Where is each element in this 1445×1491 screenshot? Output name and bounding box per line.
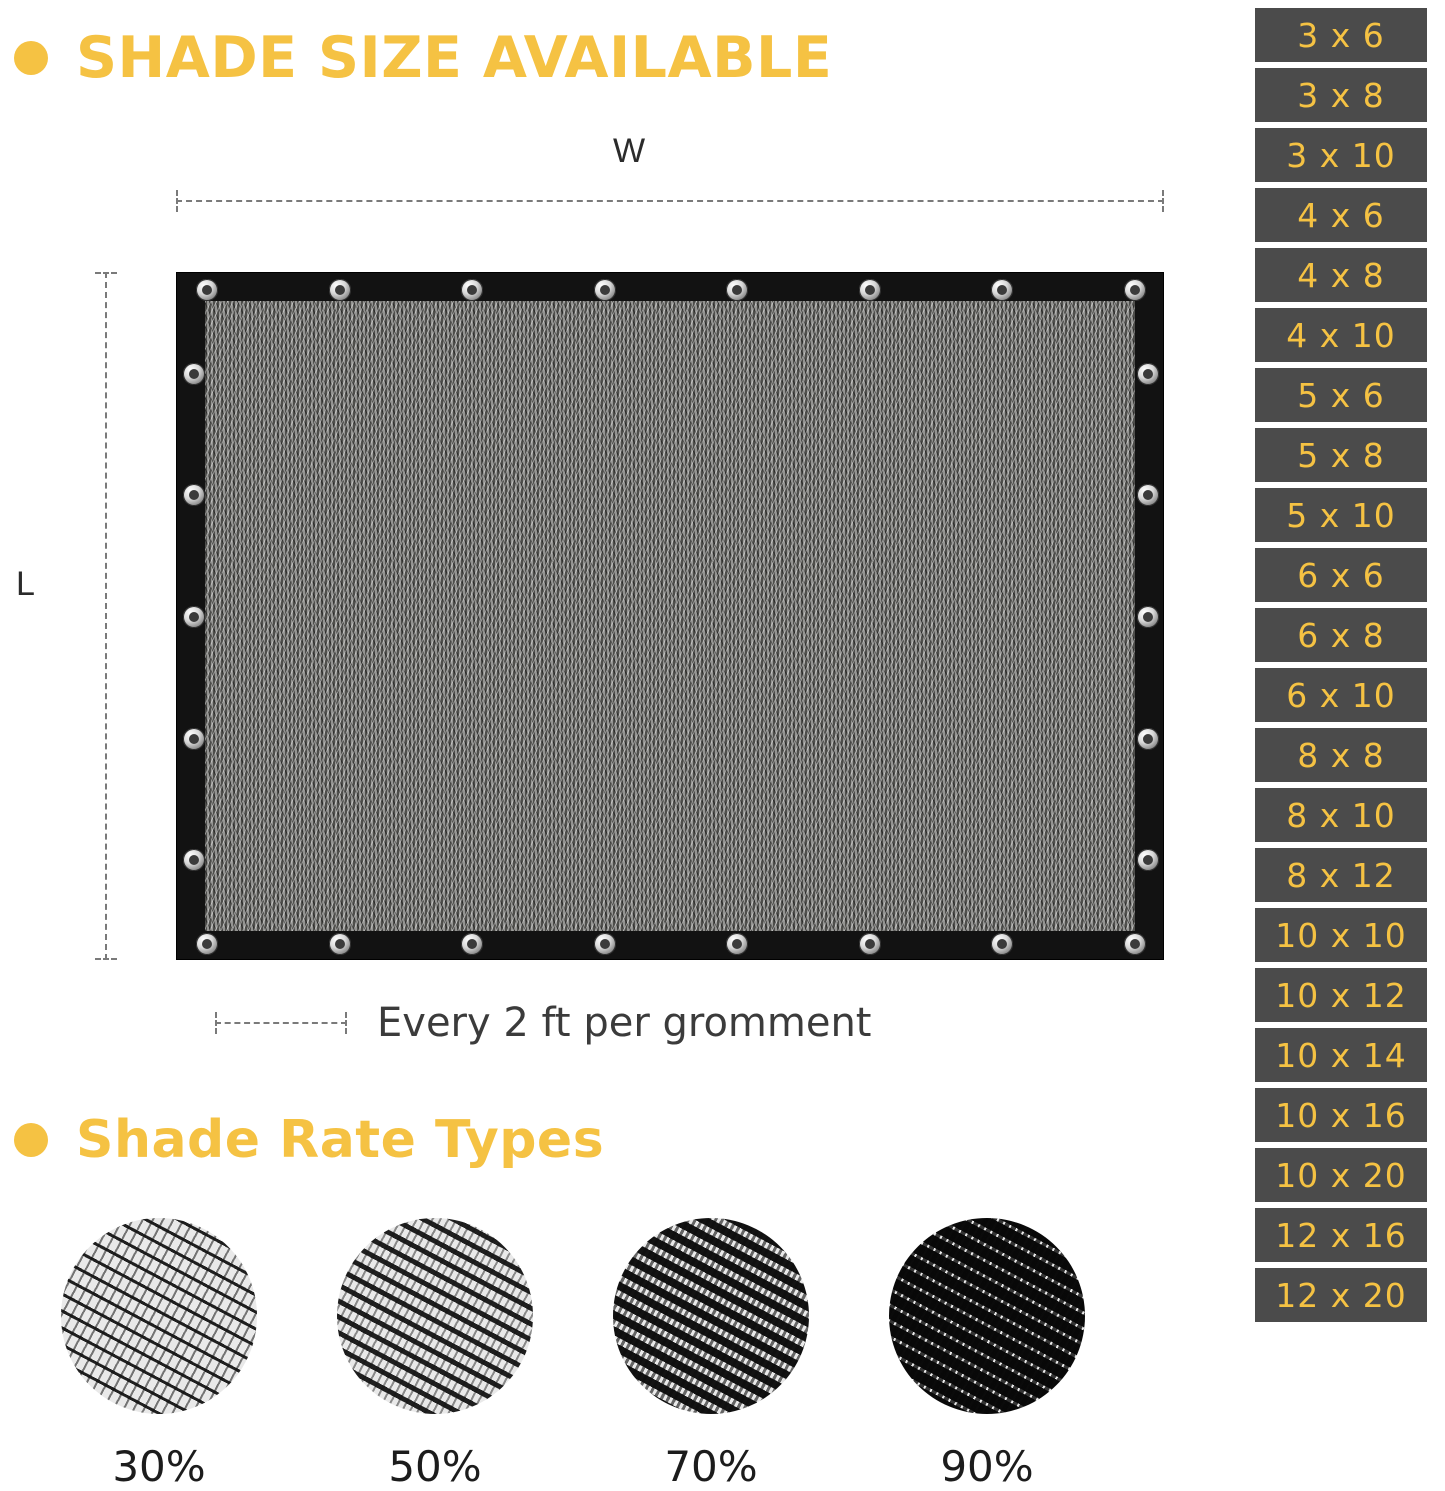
shade-rate-item <box>336 1218 534 1491</box>
grommet-icon <box>183 728 205 750</box>
shade-rate-label: 70% <box>664 1442 758 1491</box>
grommet-icon <box>461 933 483 955</box>
grommet-icon <box>991 933 1013 955</box>
grommet-spacing-dimension <box>215 1012 347 1034</box>
shade-size-heading <box>14 25 833 91</box>
grommet-icon <box>196 933 218 955</box>
size-chip[interactable]: 12 x 16 <box>1255 1208 1427 1262</box>
mesh-50-icon <box>337 1218 533 1414</box>
width-dimension-line <box>176 190 1164 212</box>
grommet-icon <box>1124 279 1146 301</box>
shade-rate-item <box>888 1218 1086 1491</box>
size-chip[interactable]: 10 x 16 <box>1255 1088 1427 1142</box>
grommet-icon <box>594 933 616 955</box>
size-list <box>1255 8 1427 1322</box>
shade-rate-heading <box>14 1112 604 1168</box>
grommet-spacing-note <box>215 1000 872 1046</box>
size-chip[interactable]: 6 x 6 <box>1255 548 1427 602</box>
grommet-icon <box>1137 606 1159 628</box>
length-dimension-line <box>95 272 117 960</box>
size-chip[interactable]: 4 x 10 <box>1255 308 1427 362</box>
shade-cloth-panel <box>176 272 1164 960</box>
mesh-70-icon <box>613 1218 809 1414</box>
shade-cloth-diagram <box>0 120 1250 1080</box>
shade-rate-heading-label: Shade Rate Types <box>76 1110 605 1170</box>
size-chip[interactable]: 6 x 10 <box>1255 668 1427 722</box>
size-chip[interactable]: 6 x 8 <box>1255 608 1427 662</box>
size-chip[interactable]: 5 x 6 <box>1255 368 1427 422</box>
size-chip[interactable]: 3 x 6 <box>1255 8 1427 62</box>
grommet-icon <box>726 279 748 301</box>
grommet-icon <box>1137 363 1159 385</box>
size-chip[interactable]: 10 x 20 <box>1255 1148 1427 1202</box>
size-chip[interactable]: 5 x 8 <box>1255 428 1427 482</box>
bullet-icon <box>14 1123 48 1157</box>
grommet-icon <box>1137 849 1159 871</box>
size-chip[interactable]: 3 x 8 <box>1255 68 1427 122</box>
shade-size-heading-label: SHADE SIZE AVAILABLE <box>76 25 833 91</box>
size-chip[interactable]: 4 x 6 <box>1255 188 1427 242</box>
grommet-icon <box>183 849 205 871</box>
grommet-icon <box>1137 728 1159 750</box>
grommet-icon <box>859 933 881 955</box>
size-chip[interactable]: 5 x 10 <box>1255 488 1427 542</box>
grommet-icon <box>329 279 351 301</box>
grommet-icon <box>859 279 881 301</box>
grommet-spacing-label: Every 2 ft per gromment <box>377 1000 872 1046</box>
grommet-icon <box>183 363 205 385</box>
grommet-spacing-rule <box>215 1022 347 1024</box>
shade-rate-list <box>60 1218 1200 1491</box>
size-chip[interactable]: 10 x 14 <box>1255 1028 1427 1082</box>
size-chip[interactable]: 8 x 8 <box>1255 728 1427 782</box>
grommet-icon <box>183 606 205 628</box>
width-label: W <box>613 132 646 170</box>
size-chip[interactable]: 8 x 10 <box>1255 788 1427 842</box>
size-chip[interactable]: 12 x 20 <box>1255 1268 1427 1322</box>
grommet-icon <box>1137 484 1159 506</box>
grommet-icon <box>1124 933 1146 955</box>
size-chip[interactable]: 8 x 12 <box>1255 848 1427 902</box>
grommet-spacing-tick-right <box>345 1012 347 1034</box>
grommet-icon <box>183 484 205 506</box>
size-chip[interactable]: 10 x 12 <box>1255 968 1427 1022</box>
length-label: L <box>16 565 35 603</box>
shade-rate-item <box>612 1218 810 1491</box>
grommet-icon <box>329 933 351 955</box>
length-tick-bottom <box>95 958 117 960</box>
shade-rate-label: 90% <box>940 1442 1034 1491</box>
shade-rate-item <box>60 1218 258 1491</box>
size-chip[interactable]: 3 x 10 <box>1255 128 1427 182</box>
grommet-icon <box>594 279 616 301</box>
shade-rate-label: 50% <box>388 1442 482 1491</box>
shade-mesh-fabric <box>205 301 1135 931</box>
size-chip[interactable]: 10 x 10 <box>1255 908 1427 962</box>
length-dimension-rule <box>105 272 107 960</box>
grommet-icon <box>726 933 748 955</box>
shade-rate-label: 30% <box>112 1442 206 1491</box>
grommet-icon <box>461 279 483 301</box>
grommet-icon <box>196 279 218 301</box>
mesh-30-icon <box>61 1218 257 1414</box>
mesh-90-icon <box>889 1218 1085 1414</box>
size-chip[interactable]: 4 x 8 <box>1255 248 1427 302</box>
width-dimension-rule <box>176 200 1164 202</box>
grommet-icon <box>991 279 1013 301</box>
bullet-icon <box>14 41 48 75</box>
width-tick-right <box>1162 190 1164 212</box>
